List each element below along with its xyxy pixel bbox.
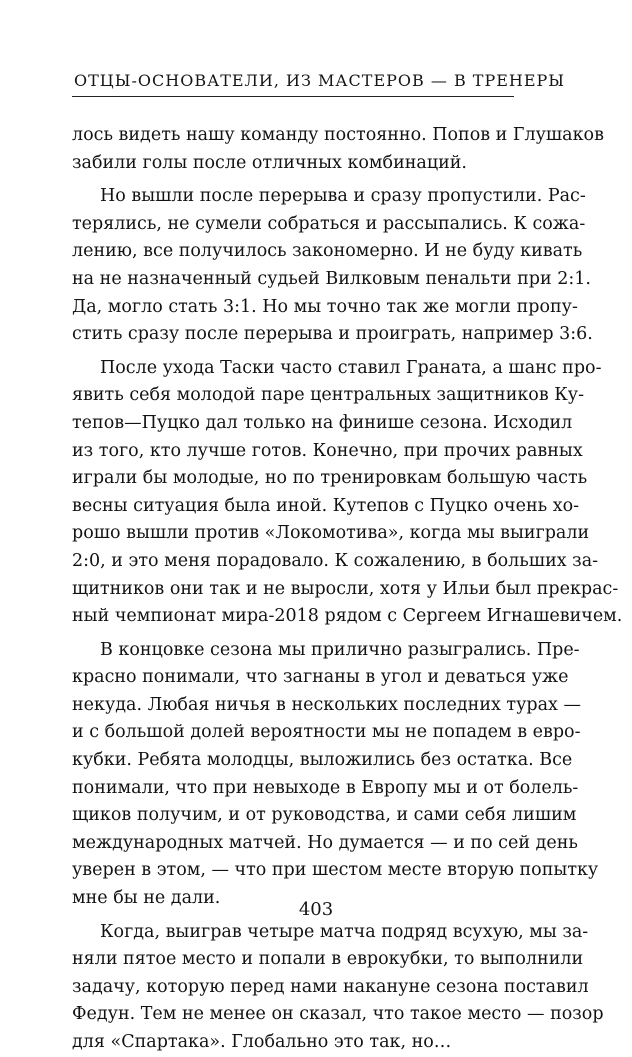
text-line: кубки. Ребята молодцы, выложились без остатка. Все — [72, 750, 573, 771]
text-line: весны ситуация была иной. Кутепов с Пуцко очень хо- — [72, 495, 580, 516]
running-header: ОТЦЫ-ОСНОВАТЕЛИ, ИЗ МАСТЕРОВ — В ТРЕНЕРЫ — [74, 71, 566, 90]
text-line: тепов—Пуцко дал только на финише сезона. Исходил — [72, 412, 573, 433]
text-line: няли пятое место и попали в еврокубки, то выполнили — [72, 949, 584, 970]
text-line: ный чемпионат мира-2018 рядом с Сергеем Игнашевичем. — [72, 606, 623, 627]
text-line: явить себя молодой паре центральных защитников Ку- — [72, 385, 585, 406]
header-rule — [72, 96, 514, 97]
text-line: лению, все получилось закономерно. И не буду кивать — [72, 241, 583, 262]
text-line: стить сразу после перерыва и проиграть, например 3:6. — [72, 324, 593, 345]
text-line: Но вышли после перерыва и сразу пропустили. Рас- — [100, 186, 586, 207]
text-line: некуда. Любая ничья в нескольких последних турах — — [72, 694, 581, 715]
text-line: Когда, выиграв четыре матча подряд всухую, мы за- — [100, 921, 589, 942]
page-number: 403 — [298, 899, 334, 920]
text-line: Да, могло стать 3:1. Но мы точно так же могли пропу- — [72, 296, 578, 317]
text-line: задачу, которую перед нами накануне сезона поставил — [72, 976, 589, 997]
text-line: играли бы молодые, но по тренировкам большую часть — [72, 468, 588, 489]
text-line: 2:0, и это меня порадовало. К сожалению, в больших за- — [72, 550, 599, 571]
text-line: После ухода Таски часто ставил Граната, а шанс про- — [100, 357, 602, 378]
text-line: для «Спартака». Глобально это так, но… — [72, 1032, 452, 1052]
text-line: лось видеть нашу команду постоянно. Попов и Глушаков — [72, 125, 604, 145]
text-line: щиков получим, и от руководства, и сами себя лишим — [72, 805, 577, 826]
text-line: щитников они так и не выросли, хотя у Ильи был прекрас- — [72, 578, 619, 599]
text-line: Федун. Тем не менее он сказал, что такое место — позор — [72, 1004, 604, 1025]
text-line: мне бы не дали. — [72, 888, 221, 909]
text-line: терялись, не сумели собраться и рассыпались. К сожа- — [72, 213, 586, 234]
text-line: В концовке сезона мы прилично разыгрались. Пре- — [100, 639, 580, 660]
text-line: международных матчей. Но думается — и по сей день — [72, 832, 578, 853]
text-line: рошо вышли против «Локомотива», когда мы выиграли — [72, 523, 590, 544]
text-line: и с большой долей вероятности мы не попадем в евро- — [72, 722, 581, 743]
text-line: на не назначенный судьей Вилковым пенальти при 2:1. — [72, 268, 591, 289]
text-line: уверен в этом, — что при шестом месте вторую попытку — [72, 860, 599, 881]
text-line: понимали, что при невыходе в Европу мы и от болель- — [72, 777, 579, 798]
text-line: забили голы после отличных комбинаций. — [72, 152, 467, 173]
text-line: красно понимали, что загнаны в угол и деваться уже — [72, 667, 569, 688]
text-line: из того, кто лучше готов. Конечно, при прочих равных — [72, 440, 583, 461]
